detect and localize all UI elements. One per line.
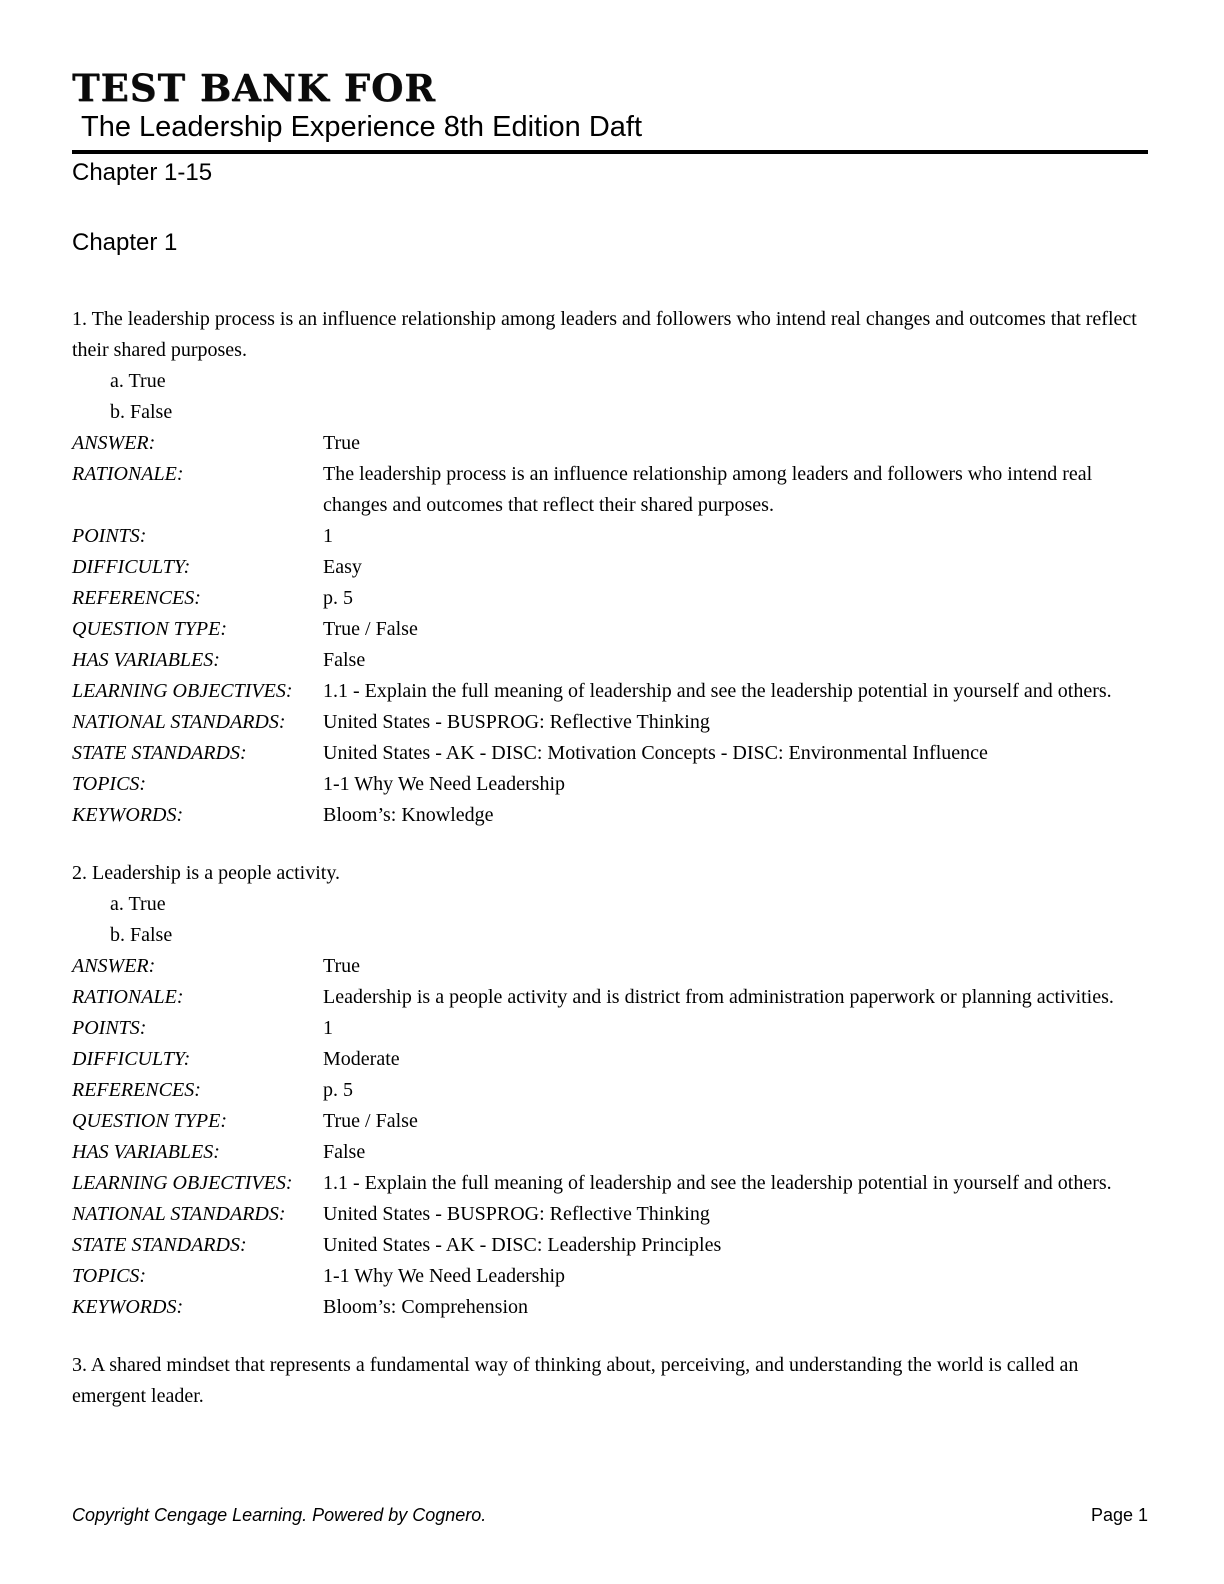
field-row-answer [72, 951, 1148, 982]
field-value: 1-1 Why We Need Leadership [323, 772, 566, 795]
field-label: DIFFICULTY: [72, 1047, 191, 1070]
question-metadata [72, 951, 1148, 1323]
question-stem: 2. Leadership is a people activity. [72, 861, 341, 884]
field-value: True / False [323, 617, 418, 640]
field-value: United States - BUSPROG: Reflective Thinking [323, 710, 710, 733]
field-label: STATE STANDARDS: [72, 1233, 247, 1256]
footer-page-number: Page 1 [1090, 1505, 1148, 1525]
section-title: Chapter 1 [72, 228, 178, 256]
field-label: KEYWORDS: [72, 1295, 184, 1318]
field-value: True / False [323, 1109, 418, 1132]
field-value: p. 5 [323, 586, 353, 609]
field-value: p. 5 [323, 1078, 353, 1101]
field-value: United States - AK - DISC: Leadership Principles [323, 1233, 722, 1256]
field-label: RATIONALE: [72, 985, 184, 1008]
field-row-difficulty [72, 1044, 1148, 1075]
field-label: LEARNING OBJECTIVES: [72, 679, 293, 702]
field-row-difficulty [72, 552, 1148, 583]
field-label: POINTS: [72, 1016, 147, 1039]
footer-copyright: Copyright Cengage Learning. Powered by Cognero. [72, 1505, 487, 1525]
question-block-3 [72, 1350, 1148, 1412]
header-divider [72, 150, 1148, 154]
field-value: The leadership process is an influence relationship among leaders and followers who intend real changes and outcomes that reflect their shared purposes. [323, 462, 1093, 516]
field-row-question-type [72, 1106, 1148, 1137]
question-block-1 [72, 304, 1148, 831]
field-row-has-variables [72, 645, 1148, 676]
field-value: False [323, 1140, 366, 1163]
field-row-state-standards [72, 738, 1148, 769]
field-label: REFERENCES: [72, 1078, 201, 1101]
field-label: TOPICS: [72, 1264, 147, 1287]
answer-option-a: a. True [110, 892, 166, 915]
page-footer [72, 1504, 1148, 1526]
field-row-keywords [72, 1292, 1148, 1323]
field-value: False [323, 648, 366, 671]
field-label: STATE STANDARDS: [72, 741, 247, 764]
field-label: HAS VARIABLES: [72, 1140, 220, 1163]
question-block-2 [72, 858, 1148, 1323]
field-value: United States - AK - DISC: Motivation Concepts - DISC: Environmental Influence [323, 741, 988, 764]
field-row-topics [72, 1261, 1148, 1292]
field-label: REFERENCES: [72, 586, 201, 609]
field-value: United States - BUSPROG: Reflective Thinking [323, 1202, 710, 1225]
field-label: DIFFICULTY: [72, 555, 191, 578]
field-row-answer [72, 428, 1148, 459]
field-value: 1.1 - Explain the full meaning of leadership and see the leadership potential in yourself and others. [323, 1171, 1112, 1194]
field-value: Bloom’s: Comprehension [323, 1295, 528, 1318]
field-value: Bloom’s: Knowledge [323, 803, 494, 826]
field-value: 1 [323, 1016, 333, 1039]
field-label: ANSWER: [72, 954, 156, 977]
field-label: ANSWER: [72, 431, 156, 454]
question-metadata [72, 428, 1148, 831]
book-subtitle: The Leadership Experience 8th Edition Daft [81, 111, 643, 143]
field-label: RATIONALE: [72, 462, 184, 485]
field-row-keywords [72, 800, 1148, 831]
field-value: Easy [323, 555, 362, 578]
field-row-rationale [72, 982, 1148, 1013]
field-value: 1 [323, 524, 333, 547]
field-row-rationale [72, 459, 1148, 521]
chapter-range: Chapter 1-15 [72, 159, 213, 187]
field-value: True [323, 431, 361, 454]
answer-option-a: a. True [110, 369, 166, 392]
field-value: Leadership is a people activity and is district from administration paperwork or planning activities. [323, 985, 1114, 1008]
field-row-references [72, 1075, 1148, 1106]
field-row-national-standards [72, 707, 1148, 738]
field-value: Moderate [323, 1047, 400, 1070]
field-row-learning-objectives [72, 1168, 1148, 1199]
answer-option-b: b. False [110, 923, 173, 946]
page-title: TEST BANK FOR [72, 66, 436, 110]
field-label: QUESTION TYPE: [72, 1109, 228, 1132]
field-row-has-variables [72, 1137, 1148, 1168]
field-row-points [72, 1013, 1148, 1044]
field-row-state-standards [72, 1230, 1148, 1261]
question-stem: 1. The leadership process is an influence relationship among leaders and followers who intend real changes and outcomes that reflect their shared purposes. [72, 307, 1137, 361]
field-label: NATIONAL STANDARDS: [72, 710, 286, 733]
answer-option-b: b. False [110, 400, 173, 423]
field-label: HAS VARIABLES: [72, 648, 220, 671]
field-row-points [72, 521, 1148, 552]
field-label: POINTS: [72, 524, 147, 547]
field-row-learning-objectives [72, 676, 1148, 707]
field-label: NATIONAL STANDARDS: [72, 1202, 286, 1225]
field-row-references [72, 583, 1148, 614]
field-value: True [323, 954, 361, 977]
field-row-national-standards [72, 1199, 1148, 1230]
field-value: 1.1 - Explain the full meaning of leadership and see the leadership potential in yourself and others. [323, 679, 1112, 702]
question-stem: 3. A shared mindset that represents a fundamental way of thinking about, perceiving, and understanding the world is called an emergent leader. [72, 1353, 1079, 1407]
field-label: TOPICS: [72, 772, 147, 795]
field-label: KEYWORDS: [72, 803, 184, 826]
field-label: LEARNING OBJECTIVES: [72, 1171, 293, 1194]
field-row-question-type [72, 614, 1148, 645]
field-row-topics [72, 769, 1148, 800]
field-value: 1-1 Why We Need Leadership [323, 1264, 566, 1287]
field-label: QUESTION TYPE: [72, 617, 228, 640]
